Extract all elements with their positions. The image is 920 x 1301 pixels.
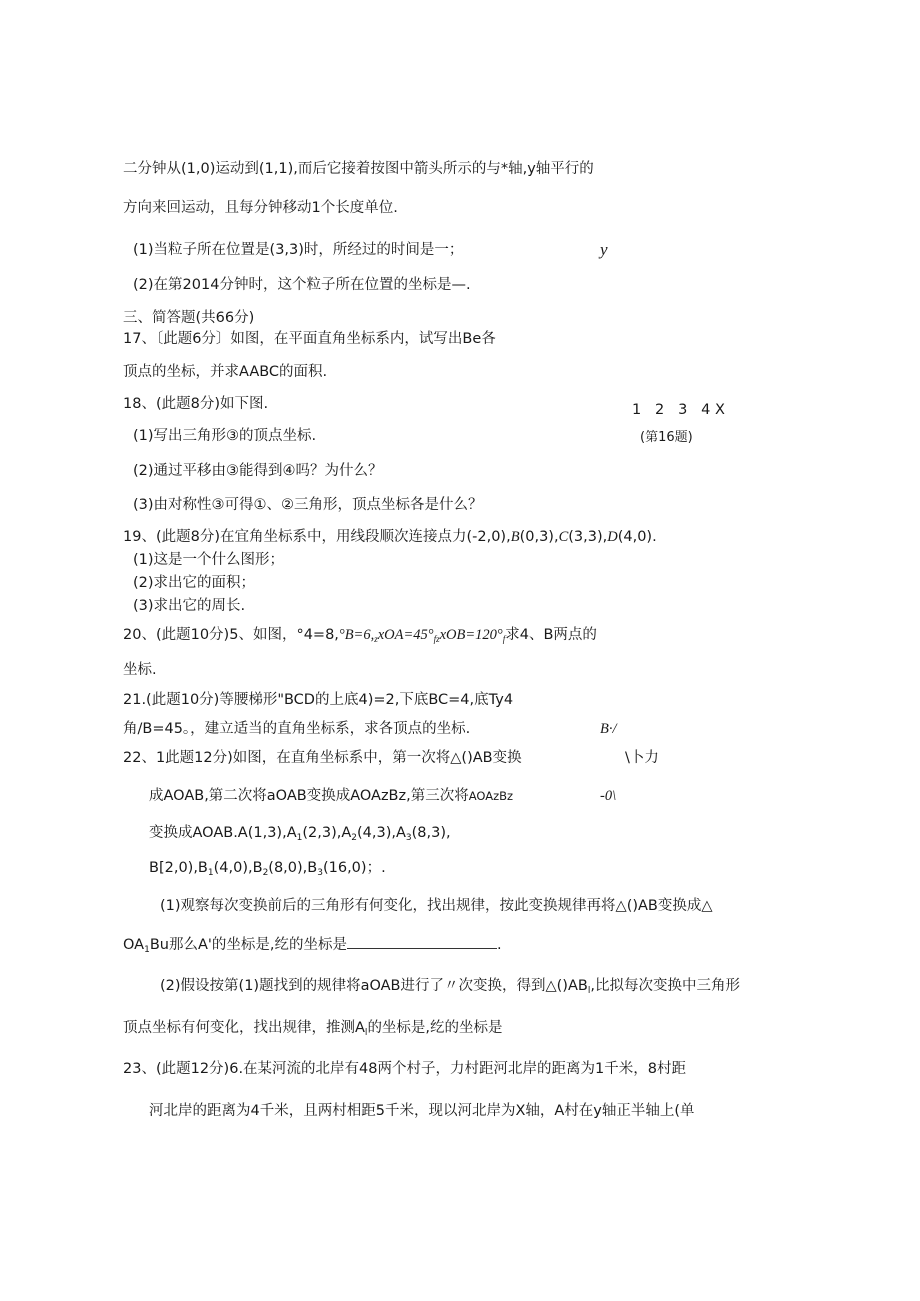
question-part: (2)求出它的面积； bbox=[133, 575, 256, 591]
axis-label-y: y bbox=[600, 240, 608, 259]
question-20: 20、(此题10分)5、如图，$^\circ 4=8,^\circ B=6,_zxOA=45^\circ_{fz}xOB=120^\circ_f$求4、B两点的 bbox=[123, 627, 597, 644]
question-part: (1)这是一个什么图形； bbox=[133, 552, 285, 568]
text-line: 坐标. bbox=[123, 662, 157, 678]
question-21: 21.(此题10分)等腰梯形"BCD的上底4)=2,下底BC=4,底Ty4 bbox=[123, 692, 514, 708]
question-part: (1)观察每次变换前后的三角形有何变化，找出规律，按此变换规律再将△()AB变换成△ bbox=[160, 898, 713, 914]
text-line: 角/B=45。，建立适当的直角坐标系，求各顶点的坐标. bbox=[123, 721, 471, 737]
text-line: 顶点的坐标，并求AABC的面积. bbox=[123, 364, 328, 380]
figure-axis-ticks: 1 2 3 4 X bbox=[632, 402, 725, 418]
text-line: 成AOAB,第二次将aOAB变换成AOAzBz,第三次将AOAzBz bbox=[149, 788, 514, 804]
question-part: (3)求出它的周长. bbox=[133, 598, 246, 614]
text-line: 河北岸的距离为4千米，且两村相距5千米，现以河北岸为X轴，A村在y轴正半轴上(单 bbox=[149, 1103, 695, 1119]
question-part: (2)在第2014分钟时，这个粒子所在位置的坐标是—. bbox=[133, 277, 471, 293]
coordinates-line: $B[2,0),B_1(4,0),B_2(8,0),B_3(16,0)$；. bbox=[149, 860, 386, 878]
question-19: 19、(此题8分)在宜角坐标系中，用线段顺次连接点力(-2,0),B(0,3),C(3,3),D(4,0). bbox=[123, 529, 657, 545]
question-part: (2)假设按第(1)题找到的规律将aOAB进行了〃次变换，得到$\triangle()AB_l$,比拟每次变换中三角形 bbox=[160, 978, 740, 996]
question-23: 23、(此题12分)6.在某河流的北岸有48两个村子，力村距河北岸的距离为1千米，8村距 bbox=[123, 1061, 686, 1077]
figure-fragment: \卜力 bbox=[625, 750, 659, 766]
text-line: 顶点坐标有何变化，找出规律，推测$A_l$的坐标是,纥的坐标是 bbox=[123, 1020, 503, 1038]
question-17: 17、〔此题6分〕如图，在平面直角坐标系内，试写出Be各 bbox=[123, 331, 496, 347]
question-18: 18、(此题8分)如下图. bbox=[123, 396, 269, 412]
text-line: 方向来回运动，且每分钟移动1个长度单位. bbox=[123, 200, 398, 216]
question-part: (2)通过平移由③能得到④吗？为什么？ bbox=[133, 463, 383, 479]
section-heading: 三、简答题(共66分) bbox=[123, 310, 255, 326]
question-part: (3)由对称性③可得①、②三角形，顶点坐标各是什么？ bbox=[133, 497, 483, 513]
text-line: 二分钟从(1,0)运动到(1,1),而后它接着按图中箭头所示的与*轴,y轴平行的 bbox=[123, 161, 594, 177]
text-line: $OA_1Bu$那么A'的坐标是,纥的坐标是 . bbox=[123, 934, 502, 960]
question-part: (1)当粒子所在位置是(3,3)时，所经过的时间是一； bbox=[133, 242, 464, 258]
question-part: (1)写出三角形③的顶点坐标. bbox=[133, 428, 317, 444]
question-22: 22、1此题12分)如图，在直角坐标系中，第一次将△()AB变换 bbox=[123, 750, 522, 766]
answer-blank bbox=[347, 934, 497, 949]
figure-fragment: B·/ bbox=[600, 721, 617, 737]
figure-fragment: -0\ bbox=[600, 788, 617, 804]
coordinates-line: 变换成$AOAB.A(1,3),A_1(2,3),A_2(4,3),A_3(8,3)$, bbox=[149, 825, 451, 843]
figure-caption: (第16题) bbox=[640, 430, 693, 445]
